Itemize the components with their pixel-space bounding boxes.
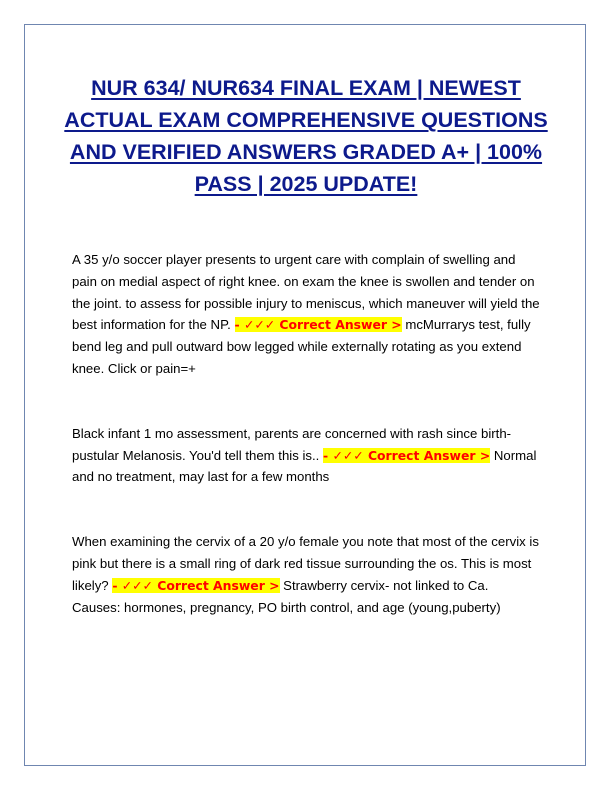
document-title: NUR 634/ NUR634 FINAL EXAM | NEWEST ACTUAL EXAM COMPREHENSIVE QUESTIONS AND VERIFIED ANSWERS GRADED A+ | 100% PASS | 2025 UPDATE! [64, 76, 548, 196]
correct-answer-label: - ✓✓✓ Correct Answer > [234, 317, 402, 333]
question-text: When examining the cervix of a 20 y/o female you note that most of the cervix is pink but there is a small ring of dark red tissue surrounding the os. This is most likely? [72, 534, 539, 593]
answer-text: Strawberry cervix- not linked to Ca. Causes: hormones, pregnancy, PO birth control, and age (young,puberty) [72, 577, 501, 615]
qa-item-1 [72, 249, 540, 380]
answer-text: Normal and no treatment, may last for a few months [72, 447, 537, 485]
correct-answer-label: - ✓✓✓ Correct Answer > [323, 447, 491, 463]
question-text: Black infant 1 mo assessment, parents are concerned with rash since birth-pustular Melanosis. You'd tell them this is.. [72, 425, 512, 463]
answer-text: mcMurrarys test, fully bend leg and pull outward bow legged while externally rotating as you extend knee. Click or pain=+ [72, 317, 531, 376]
qa-list [72, 249, 540, 661]
qa-item-3 [72, 531, 540, 618]
question-text: A 35 y/o soccer player presents to urgent care with complain of swelling and pain on medial aspect of right knee. on exam the knee is swollen and tender on the joint. to assess for possible injury to meniscus, which maneuver will yield the best information for the NP. [72, 252, 540, 333]
qa-item-2 [72, 423, 540, 488]
correct-answer-label: - ✓✓✓ Correct Answer > [112, 577, 280, 593]
